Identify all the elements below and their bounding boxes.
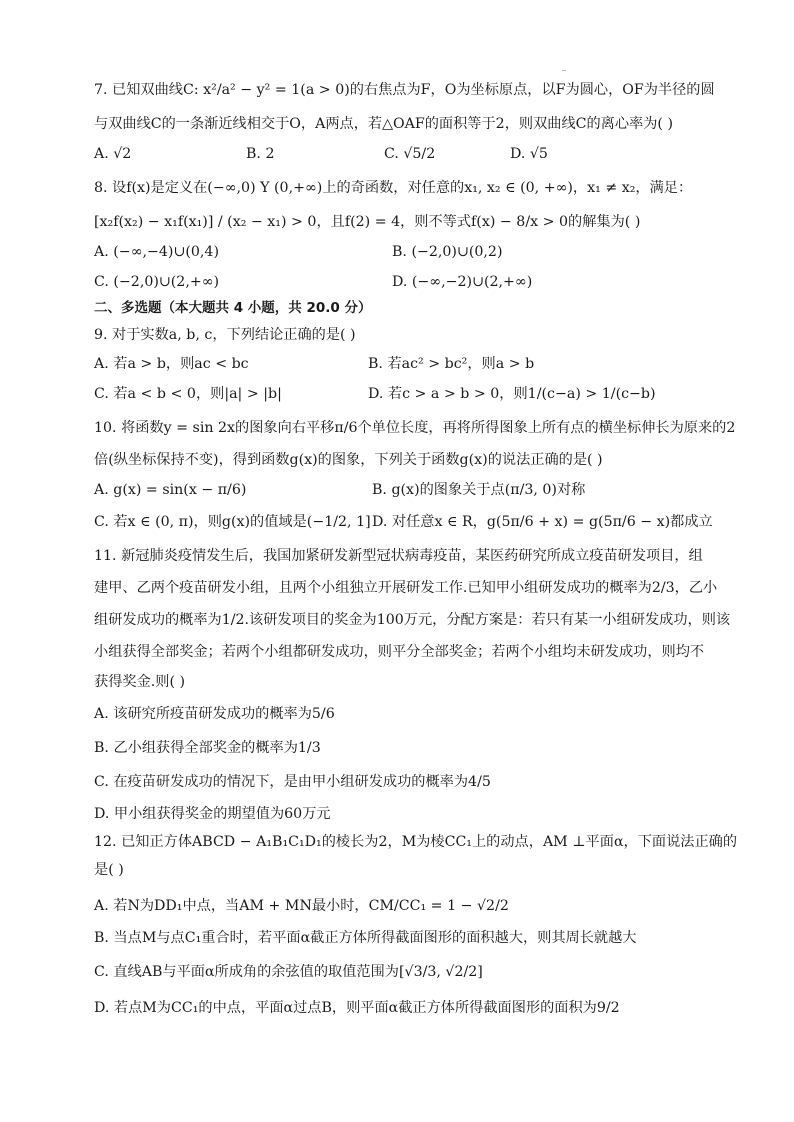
- q8-stem-line1: 8. 设f(x)是定义在(−∞,0) Y (0,+∞)上的奇函数，对任意的x₁, x₂ ∈ (0, +∞)，x₁ ≠ x₂，满足：: [94, 180, 693, 196]
- q10-stem-line2: 倍(纵坐标保持不变)，得到函数g(x)的图象，下列关于函数g(x)的说法正确的是( ): [94, 452, 603, 468]
- q7-stem-line2: 与双曲线C的一条渐近线相交于O，A两点，若△OAF的面积等于2，则双曲线C的离心率为( ): [94, 116, 674, 132]
- section-2-heading: 二、多选题（本大题共 4 小题，共 20.0 分）: [94, 300, 372, 316]
- q11-stem-line1: 11. 新冠肺炎疫情发生后，我国加紧研发新型冠状病毒疫苗，某医药研究所成立疫苗研发项目，组: [94, 548, 703, 564]
- q8-option-a: A. (−∞,−4)∪(0,4): [94, 244, 219, 260]
- q11-stem-line4: 小组获得全部奖金；若两个小组都研发成功，则平分全部奖金；若两个小组均未研发成功，则均不: [94, 644, 705, 660]
- q10-option-d: D. 对任意x ∈ R，g(5π/6 + x) = g(5π/6 − x)都成立: [372, 514, 713, 530]
- q12-option-a: A. 若N为DD₁中点，当AM + MN最小时，CM/CC₁ = 1 − √2/2: [94, 898, 509, 914]
- q9-option-a: A. 若a > b，则ac < bc: [94, 356, 249, 372]
- q10-stem-line1: 10. 将函数y = sin 2x的图象向右平移π/6个单位长度，再将所得图象上所有点的横坐标伸长为原来的2: [94, 420, 736, 436]
- q7-option-b: B. 2: [246, 146, 275, 162]
- q7-option-a: A. √2: [94, 146, 132, 162]
- q10-option-c: C. 若x ∈ (0, π)，则g(x)的值域是(−1/2, 1]: [94, 514, 371, 530]
- q12-option-b: B. 当点M与点C₁重合时，若平面α截正方体所得截面图形的面积越大，则其周长就越大: [94, 930, 637, 946]
- q7-option-d: D. √5: [510, 146, 548, 162]
- q11-stem-line5: 获得奖金.则( ): [94, 674, 186, 690]
- q8-stem-line2: [x₂f(x₂) − x₁f(x₁)] / (x₂ − x₁) > 0，且f(2) = 4，则不等式f(x) − 8/x > 0的解集为( ): [94, 214, 641, 230]
- q11-stem-line3: 组研发成功的概率为1/2.该研发项目的奖金为100万元，分配方案是：若只有某一小组研发成功，则该: [94, 612, 731, 628]
- q11-option-b: B. 乙小组获得全部奖金的概率为1/3: [94, 740, 321, 756]
- q8-option-d: D. (−∞,−2)∪(2,+∞): [392, 274, 533, 290]
- q9-option-c: C. 若a < b < 0，则|a| > |b|: [94, 386, 282, 402]
- q8-option-c: C. (−2,0)∪(2,+∞): [94, 274, 220, 290]
- q12-option-c: C. 直线AB与平面α所成角的余弦值的取值范围为[√3/3, √2/2]: [94, 964, 483, 980]
- q12-stem-line2: 是( ): [94, 862, 124, 878]
- q11-option-a: A. 该研究所疫苗研发成功的概率为5/6: [94, 706, 335, 722]
- q12-option-d: D. 若点M为CC₁的中点，平面α过点B，则平面α截正方体所得截面图形的面积为9/2: [94, 1000, 620, 1016]
- scan-mark: [562, 70, 566, 71]
- q12-stem-line1: 12. 已知正方体ABCD − A₁B₁C₁D₁的棱长为2，M为棱CC₁上的动点，AM ⊥平面α，下面说法正确的: [94, 834, 738, 850]
- q9-option-d: D. 若c > a > b > 0，则1/(c−a) > 1/(c−b): [368, 386, 656, 402]
- q9-option-b: B. 若ac² > bc²，则a > b: [368, 356, 535, 372]
- q11-stem-line2: 建甲、乙两个疫苗研发小组，且两个小组独立开展研发工作.已知甲小组研发成功的概率为2/3，乙小: [94, 580, 718, 596]
- q7-option-c: C. √5/2: [384, 146, 436, 162]
- q10-option-b: B. g(x)的图象关于点(π/3, 0)对称: [372, 482, 586, 498]
- q11-option-c: C. 在疫苗研发成功的情况下，是由甲小组研发成功的概率为4/5: [94, 774, 491, 790]
- q8-option-b: B. (−2,0)∪(0,2): [392, 244, 503, 260]
- q10-option-a: A. g(x) = sin(x − π/6): [94, 482, 247, 498]
- q9-stem: 9. 对于实数a, b, c，下列结论正确的是( ): [94, 327, 356, 343]
- q11-option-d: D. 甲小组获得奖金的期望值为60万元: [94, 806, 331, 822]
- q7-stem-line1: 7. 已知双曲线C: x²/a² − y² = 1(a > 0)的右焦点为F，O为坐标原点，以F为圆心，OF为半径的圆: [94, 82, 715, 98]
